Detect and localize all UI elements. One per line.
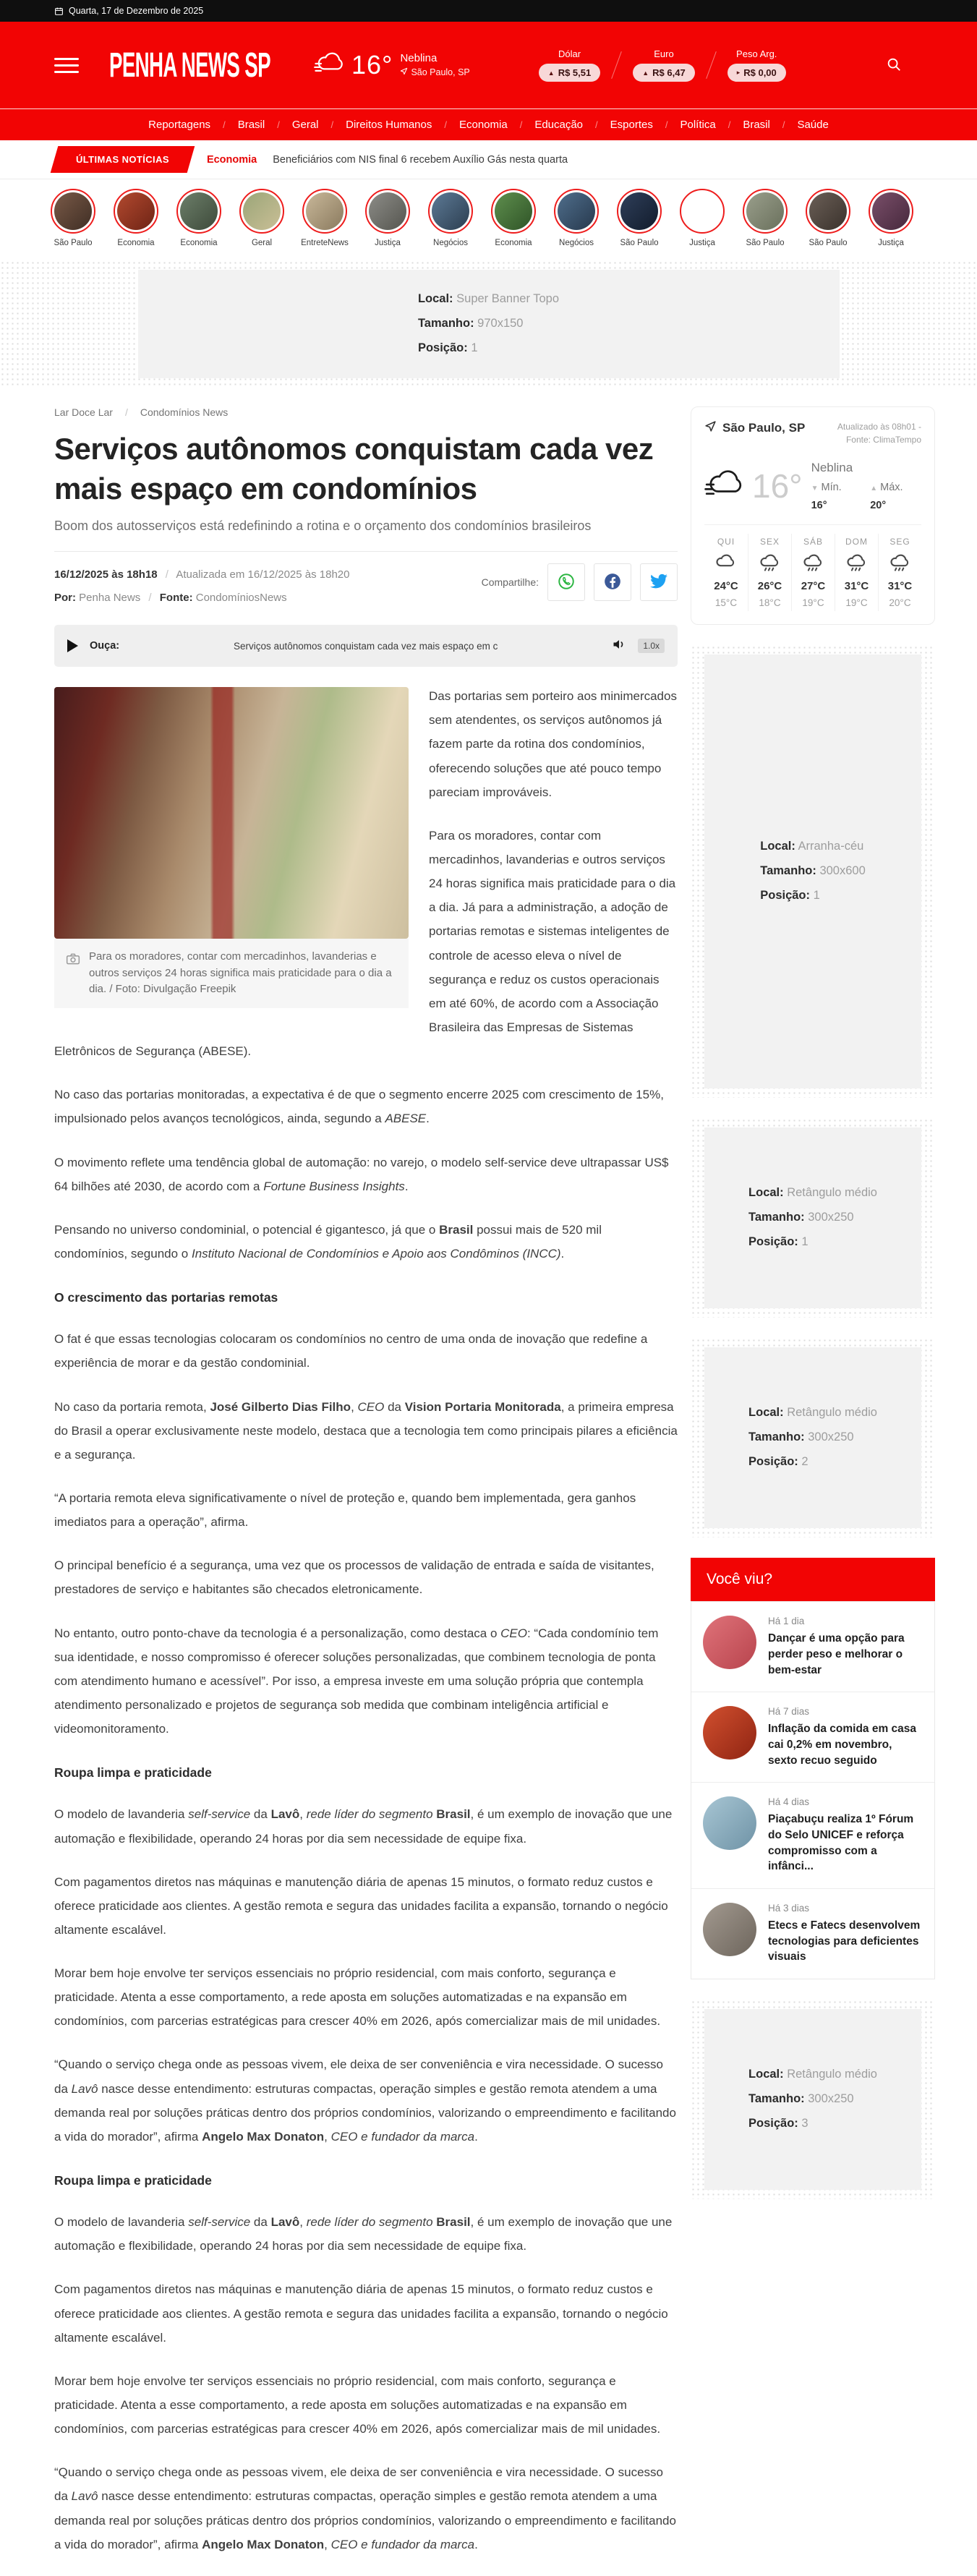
related-news-thumbnail: [703, 1706, 756, 1760]
forecast-max-temp: 31°C: [844, 580, 869, 593]
max-temp: 20°: [870, 499, 887, 511]
currency-euro-value[interactable]: ▲ R$ 6,47: [633, 64, 694, 82]
forecast-day: [791, 534, 835, 611]
article-paragraph: “Quando o serviço chega onde as pessoas vivem, ele deixa de ser conveniência e vira necessidade. O sucesso da Lavô nasce desse entendimento: estruturas compactas, operação simples e gestão remota atendem a uma demanda real por soluções práticas dentro dos próprios condomínios, valorizando o empreendimento e facilitando a vida do morador”, afirma Angelo Max Donaton, CEO e fundador da marca.: [54, 2465, 676, 2551]
ad-placeholder: Local: Super Banner Topo Tamanho: 970x150 Posição: 1: [138, 270, 840, 378]
story-thumbnail-icon: [869, 189, 913, 234]
sidebar: [691, 406, 935, 2219]
article-paragraph: O modelo de lavanderia self-service da Lavô, rede líder do segmento Brasil, é um exemplo de inovação que une automação e flexibilidade, operando 24 horas por dia sem necessidade de equipe fixa.: [54, 1807, 673, 1846]
article-paragraph: Pensando no universo condominial, o potencial é gigantesco, já que o Brasil possui mais de 520 mil condomínios, segundo o Instituto Nacional de Condomínios e Apoio aos Condôminos (INCC).: [54, 1222, 602, 1261]
share-whatsapp-button[interactable]: [547, 563, 585, 601]
share-twitter-button[interactable]: [640, 563, 678, 601]
forecast-day-label: SEX: [759, 537, 780, 547]
article-paragraph: No entanto, outro ponto-chave da tecnologia é a personalização, como destaca o CEO: “Cada condomínio tem sua identidade, e nosso compromisso é oferecer soluções personalizadas, que combinem tecnologia de ponta com atendimento humano e acessível”. Por isso, a empresa investe em uma solução própria que contempla atendimento personalizado e projetos de segurança sob medida que combinam inteligência artificial e videomonitoramento.: [54, 1626, 659, 1736]
story-item[interactable]: [301, 189, 349, 247]
rain-cloud-icon: [888, 552, 913, 575]
nav-separator: /: [444, 119, 447, 130]
up-arrow-icon: ▲: [642, 69, 649, 77]
header-city: São Paulo, SP: [411, 67, 470, 77]
weather-condition: Neblina: [811, 461, 853, 474]
related-news-item[interactable]: [691, 1888, 934, 1979]
related-news-time: Há 7 dias: [768, 1706, 810, 1718]
article-subtitle: Boom dos autosserviços está redefinindo a rotina e o orçamento dos condomínios brasileiros: [54, 519, 592, 534]
story-label: Negócios: [433, 239, 468, 247]
article-paragraph: O modelo de lavanderia self-service da Lavô, rede líder do segmento Brasil, é um exemplo de inovação que une automação e flexibilidade, operando 24 horas por dia sem necessidade de equipe fixa.: [54, 2215, 673, 2253]
related-news-title: Etecs e Fatecs desenvolvem tecnologias para deficientes visuais: [768, 1919, 921, 1963]
related-news-title: Dançar é uma opção para perder peso e melhorar o bem-estar: [768, 1632, 905, 1676]
nav-item-1[interactable]: Brasil: [237, 119, 265, 131]
main-nav: [0, 108, 977, 140]
article-column: [54, 406, 678, 2576]
story-thumbnail-icon: [428, 189, 473, 234]
rain-cloud-icon: [801, 552, 826, 575]
article-paragraph: Das portarias sem porteiro aos minimercados sem atendentes, os serviços autônomos já fazem parte da rotina dos condomínios, oferecendo soluções que até pouco tempo pareciam improváveis.: [429, 689, 677, 799]
nav-item-4[interactable]: Economia: [458, 119, 508, 131]
up-arrow-icon: ▲: [547, 69, 555, 77]
story-item[interactable]: [49, 189, 97, 247]
nav-separator: /: [728, 119, 731, 130]
fog-icon: [704, 469, 743, 503]
related-news-thumbnail: [703, 1796, 756, 1850]
ad-rectangle-1[interactable]: [691, 1118, 935, 1318]
header-temp: 16°: [351, 50, 393, 80]
related-news-time: Há 1 dia: [768, 1616, 805, 1627]
ad-skyscraper[interactable]: [691, 645, 935, 1098]
story-item[interactable]: [364, 189, 411, 247]
breadcrumb-section[interactable]: Lar Doce Lar: [54, 406, 113, 418]
article-paragraph: Morar bem hoje envolve ter serviços essenciais no próprio residencial, com mais conforto, segurança e praticidade. Atenta a esse comportamento, a rede aposta em soluções automatizadas e na expansão em condomínios, com parcerias estratégicas para crescer 40% em 2026, após comercializar mais de mil unidades.: [54, 2374, 661, 2436]
location-arrow-icon: [704, 420, 717, 436]
article-paragraph: O principal benefício é a segurança, uma vez que os processos de validação de entrada e saída de visitantes, prestadores de serviço e habitantes são checados eletronicamente.: [54, 1558, 654, 1597]
forecast-day: [748, 534, 791, 611]
nav-separator: /: [665, 119, 668, 130]
ad-placeholder: Local: Arranha-céu Tamanho: 300x600 Posição: 1: [704, 654, 921, 1088]
divider: [54, 551, 678, 552]
story-label: Negócios: [559, 239, 594, 247]
story-thumbnail-icon: [554, 189, 599, 234]
story-thumbnail-icon: [51, 189, 95, 234]
right-arrow-icon: ▸: [736, 69, 741, 76]
story-thumbnail-icon: [176, 189, 221, 234]
story-thumbnail-icon: [114, 189, 158, 234]
section-heading: O crescimento das portarias remotas: [54, 1290, 278, 1305]
nav-separator: /: [782, 119, 785, 130]
nav-separator: /: [519, 119, 523, 130]
share-facebook-button[interactable]: [594, 563, 631, 601]
down-triangle-icon: ▼: [811, 484, 819, 492]
story-label: São Paulo: [809, 239, 848, 247]
nav-separator: /: [277, 119, 280, 130]
story-item[interactable]: [615, 189, 663, 247]
forecast-min-temp: 19°C: [845, 597, 868, 609]
voce-viu-header: Você viu?: [691, 1558, 935, 1601]
site-logo[interactable]: PENHA NEWS SP: [109, 45, 270, 85]
story-label: Justiça: [689, 239, 715, 247]
facebook-icon: [603, 572, 622, 593]
news-ticker: [0, 140, 977, 179]
weather-city: São Paulo, SP: [722, 421, 806, 435]
story-item[interactable]: [490, 189, 537, 247]
weather-source: Fonte: ClimaTempo: [845, 435, 921, 445]
menu-button[interactable]: [54, 58, 79, 73]
forecast-max-temp: 26°C: [757, 580, 782, 593]
play-icon[interactable]: [67, 639, 78, 652]
story-thumbnail-icon: [239, 189, 284, 234]
forecast-day: [704, 534, 748, 611]
divider: [706, 51, 717, 79]
article-body: [54, 684, 678, 2556]
ad-placeholder: Local: Retângulo médio Tamanho: 300x250 Posição: 2: [704, 1347, 921, 1528]
breadcrumb: Lar Doce Lar / Condomínios News: [54, 406, 229, 418]
story-label: Economia: [180, 239, 218, 247]
forecast-max-temp: 31°C: [887, 580, 913, 593]
story-label: Justiça: [375, 239, 401, 247]
volume-icon[interactable]: [612, 637, 626, 655]
forecast-max-temp: 24°C: [714, 580, 738, 593]
author: Penha News: [79, 591, 141, 604]
ad-placeholder: Local: Retângulo médio Tamanho: 300x250 Posição: 1: [704, 1127, 921, 1308]
header-condition: Neblina: [400, 52, 438, 65]
nav-separator: /: [595, 119, 598, 130]
ticker-category[interactable]: Economia: [206, 153, 257, 166]
story-item[interactable]: [175, 189, 223, 247]
rain-cloud-icon: [845, 552, 869, 575]
story-thumbnail-icon: [806, 189, 850, 234]
whatsapp-icon: [557, 572, 576, 593]
article-paragraph: Morar bem hoje envolve ter serviços essenciais no próprio residencial, com mais conforto, segurança e praticidade. Atenta a esse comportamento, a rede aposta em soluções automatizadas e na expansão em condomínios, com parcerias estratégicas para crescer 40% em 2026, após comercializar mais de mil unidades.: [54, 1966, 661, 2029]
ad-rectangle-2[interactable]: [691, 1338, 935, 1538]
story-label: EntreteNews: [301, 239, 349, 247]
story-label: Justiça: [878, 239, 904, 247]
article-paragraph: No caso da portaria remota, José Gilberto Dias Filho, CEO da Vision Portaria Monitorada, a primeira empresa do Brasil a operar exclusivamente neste modelo, destaca que a tecnologia tem como principais pilares a eficiência e a segurança.: [54, 1399, 678, 1462]
topbar-date: Quarta, 17 de Dezembro de 2025: [69, 6, 204, 16]
source: CondomíniosNews: [195, 591, 287, 604]
topbar: [0, 0, 977, 22]
current-temp: 16°: [752, 467, 803, 506]
currency-peso-value[interactable]: ▸ R$ 0,00: [728, 64, 786, 82]
related-news-item[interactable]: [691, 1782, 934, 1888]
location-arrow-icon: [400, 67, 408, 79]
image-caption: Para os moradores, contar com mercadinhos, lavanderias e outros serviços 24 horas significa mais praticidade para o dia a dia. / Foto: Divulgação Freepik: [89, 950, 392, 996]
story-item[interactable]: [238, 189, 286, 247]
story-label: São Paulo: [54, 239, 93, 247]
article-paragraph: Para os moradores, contar com mercadinhos, lavanderias e outros serviços 24 horas significa mais praticidade para o dia a dia. Já para a administração, a adoção de portarias remotas e sistemas inteligentes de controle de acesso eleva o nível de segurança e reduz os custos operacionais em até 60%, de acordo com a Associação Brasileira das Empresas de Sistemas Eletrônicos de Segurança (ABESE).: [54, 828, 676, 1059]
ad-banner-top[interactable]: [0, 260, 977, 388]
forecast-day-label: QUI: [717, 537, 735, 547]
story-item[interactable]: [804, 189, 852, 247]
related-news-thumbnail: [703, 1616, 756, 1669]
forecast-min-temp: 15°C: [714, 597, 738, 609]
ticker-headline[interactable]: Beneficiários com NIS final 6 recebem Auxílio Gás nesta quarta: [273, 153, 568, 166]
forecast-min-temp: 20°C: [889, 597, 911, 609]
article-paragraph: “A portaria remota eleva significativamente o nível de proteção e, quando bem implementada, gera ganhos imediatos para a operação”, afirma.: [54, 1490, 636, 1530]
forecast-day-label: SEG: [889, 537, 910, 547]
share-bar: Compartilhe:: [482, 563, 678, 601]
divider: [611, 51, 622, 79]
story-item[interactable]: [741, 189, 789, 247]
voce-viu-list: [691, 1601, 935, 1979]
story-thumbnail-icon: [743, 189, 788, 234]
forecast-day: [835, 534, 878, 611]
nav-item-7[interactable]: Política: [680, 119, 716, 131]
content-area: [0, 388, 977, 2576]
stories-row: [0, 179, 977, 256]
forecast-day-label: DOM: [845, 537, 868, 547]
ad-rectangle-3[interactable]: [691, 2000, 935, 2199]
article-paragraph: Com pagamentos diretos nas máquinas e manutenção diária de apenas 15 minutos, o formato reduz custos e oferece praticidade aos clientes. A gestão remota e segura das unidades facilita a expansão, tornando o negócio altamente escalável.: [54, 2282, 668, 2345]
story-thumbnail-icon: [302, 189, 347, 234]
weather-updated: Atualizado às 08h01 -: [837, 422, 921, 432]
story-item[interactable]: [112, 189, 160, 247]
article-meta: 16/12/2025 às 18h18 / Atualizada em 16/12/2025 às 18h20 Por: Penha News / Fonte: CondomíniosNews Compartilhe:: [54, 563, 678, 609]
nav-item-0[interactable]: Reportagens: [148, 119, 211, 131]
currency-peso: Peso Arg. ▸ R$ 0,00: [728, 48, 786, 82]
story-label: Economia: [117, 239, 155, 247]
article-paragraph: O fat é que essas tecnologias colocaram os condomínios no centro de uma onda de inovação que redefine a experiência de morar e da gestão condominial.: [54, 1332, 648, 1370]
forecast-day-label: SÁB: [803, 537, 823, 547]
story-thumbnail-icon: [617, 189, 662, 234]
story-label: São Paulo: [620, 239, 659, 247]
story-thumbnail-icon: [491, 189, 536, 234]
breadcrumb-category[interactable]: Condomínios News: [140, 406, 229, 418]
article-paragraph: Com pagamentos diretos nas máquinas e manutenção diária de apenas 15 minutos, o formato reduz custos e oferece praticidade aos clientes. A gestão remota e segura das unidades facilita a expansão, tornando o negócio altamente escalável.: [54, 1875, 668, 1937]
article-paragraph: “Quando o serviço chega onde as pessoas vivem, ele deixa de ser conveniência e vira necessidade. O sucesso da Lavô nasce desse entendimento: estruturas compactas, operação simples e gestão remota atendem a uma demanda real por soluções práticas dentro dos próprios condomínios, valorizando o empreendimento e facilitando a vida do morador”, afirma Angelo Max Donaton, CEO e fundador da marca.: [54, 2057, 676, 2144]
twitter-icon: [649, 572, 668, 593]
section-heading: Roupa limpa e praticidade: [54, 1765, 212, 1780]
fog-icon: [314, 51, 344, 80]
related-news-item[interactable]: [691, 1692, 934, 1782]
nav-separator: /: [330, 119, 334, 130]
audio-track-title: Serviços autônomos conquistam cada vez mais espaço em c: [233, 640, 498, 652]
updated-date: Atualizada em 16/12/2025 às 18h20: [176, 568, 350, 581]
camera-icon: [66, 949, 80, 972]
related-news-time: Há 4 dias: [768, 1796, 810, 1808]
up-triangle-icon: ▲: [870, 484, 878, 492]
publish-date: 16/12/2025 às 18h18: [54, 568, 158, 581]
nav-separator: /: [223, 119, 226, 130]
search-button[interactable]: [883, 54, 905, 77]
weather-card: São Paulo, SP Atualizado às 08h01 - Fonte: ClimaTempo 16° Neblina ▼ Mín. 16° ▲ Máx. 20° QUI 24°C 15°C SEX 26°C 18°C SÁB 27°C 19°C DOM 31°C 19°C SEG 31°C 20°C: [691, 406, 935, 625]
ticker-badge: ÚLTIMAS NOTÍCIAS: [51, 146, 195, 173]
page-title: Serviços autônomos conquistam cada vez mais espaço em condomínios: [54, 432, 654, 506]
audio-player: [54, 625, 678, 667]
article-paragraph: No caso das portarias monitoradas, a expectativa é de que o segmento encerre 2025 com crescimento de 15%, impulsionado pelos avanços tecnológicos, ainda, segundo a ABESE.: [54, 1088, 664, 1126]
related-news-thumbnail: [703, 1903, 756, 1956]
nav-item-3[interactable]: Direitos Humanos: [346, 119, 432, 131]
story-label: Economia: [495, 239, 532, 247]
currency-widget: [539, 48, 786, 82]
story-thumbnail-icon: [365, 189, 410, 234]
story-thumbnail-icon: [680, 189, 725, 234]
nav-item-6[interactable]: Esportes: [610, 119, 653, 131]
nav-item-2[interactable]: Geral: [291, 119, 319, 131]
currency-euro: Euro ▲ R$ 6,47: [633, 48, 694, 82]
related-news-title: Inflação da comida em casa cai 0,2% em novembro, sexto recuo seguido: [768, 1723, 917, 1767]
forecast-day: [878, 534, 921, 611]
search-icon: [886, 64, 902, 74]
forecast-min-temp: 19°C: [802, 597, 824, 609]
related-news-time: Há 3 dias: [768, 1903, 810, 1914]
related-news-title: Piaçabuçu realiza 1º Fórum do Selo UNICEF e reforça compromisso com a infânci...: [768, 1813, 914, 1873]
nav-item-5[interactable]: Educação: [534, 119, 584, 131]
site-header: [0, 22, 977, 140]
min-temp: 16°: [811, 499, 827, 511]
playback-speed-button[interactable]: 1.0x: [638, 639, 665, 653]
forecast-min-temp: 18°C: [759, 597, 781, 609]
story-item[interactable]: [553, 189, 600, 247]
calendar-icon: [54, 7, 64, 16]
weather-forecast: [704, 524, 921, 618]
story-item[interactable]: [678, 189, 726, 247]
article-paragraph: O movimento reflete uma tendência global de automação: no varejo, o modelo self-service deve ultrapassar US$ 64 bilhões até 2030, de acordo com a Fortune Business Insights.: [54, 1155, 669, 1193]
nav-item-9[interactable]: Saúde: [797, 119, 829, 131]
rain-cloud-icon: [758, 552, 782, 575]
story-item[interactable]: [867, 189, 915, 247]
header-weather-widget: [314, 50, 470, 80]
story-label: Geral: [251, 239, 273, 247]
cloud-icon: [714, 552, 738, 575]
lead-image: [54, 687, 409, 939]
lead-figure: [54, 687, 409, 1008]
story-item[interactable]: [427, 189, 474, 247]
forecast-max-temp: 27°C: [801, 580, 826, 593]
currency-dolar-value[interactable]: ▲ R$ 5,51: [539, 64, 600, 82]
listen-label: Ouça:: [90, 640, 120, 652]
story-label: São Paulo: [746, 239, 785, 247]
related-news-item[interactable]: [691, 1602, 934, 1692]
currency-dolar: Dólar ▲ R$ 5,51: [539, 48, 600, 82]
ad-placeholder: Local: Retângulo médio Tamanho: 300x250 Posição: 3: [704, 2009, 921, 2190]
section-heading: Roupa limpa e praticidade: [54, 2173, 212, 2188]
nav-item-8[interactable]: Brasil: [743, 119, 770, 131]
